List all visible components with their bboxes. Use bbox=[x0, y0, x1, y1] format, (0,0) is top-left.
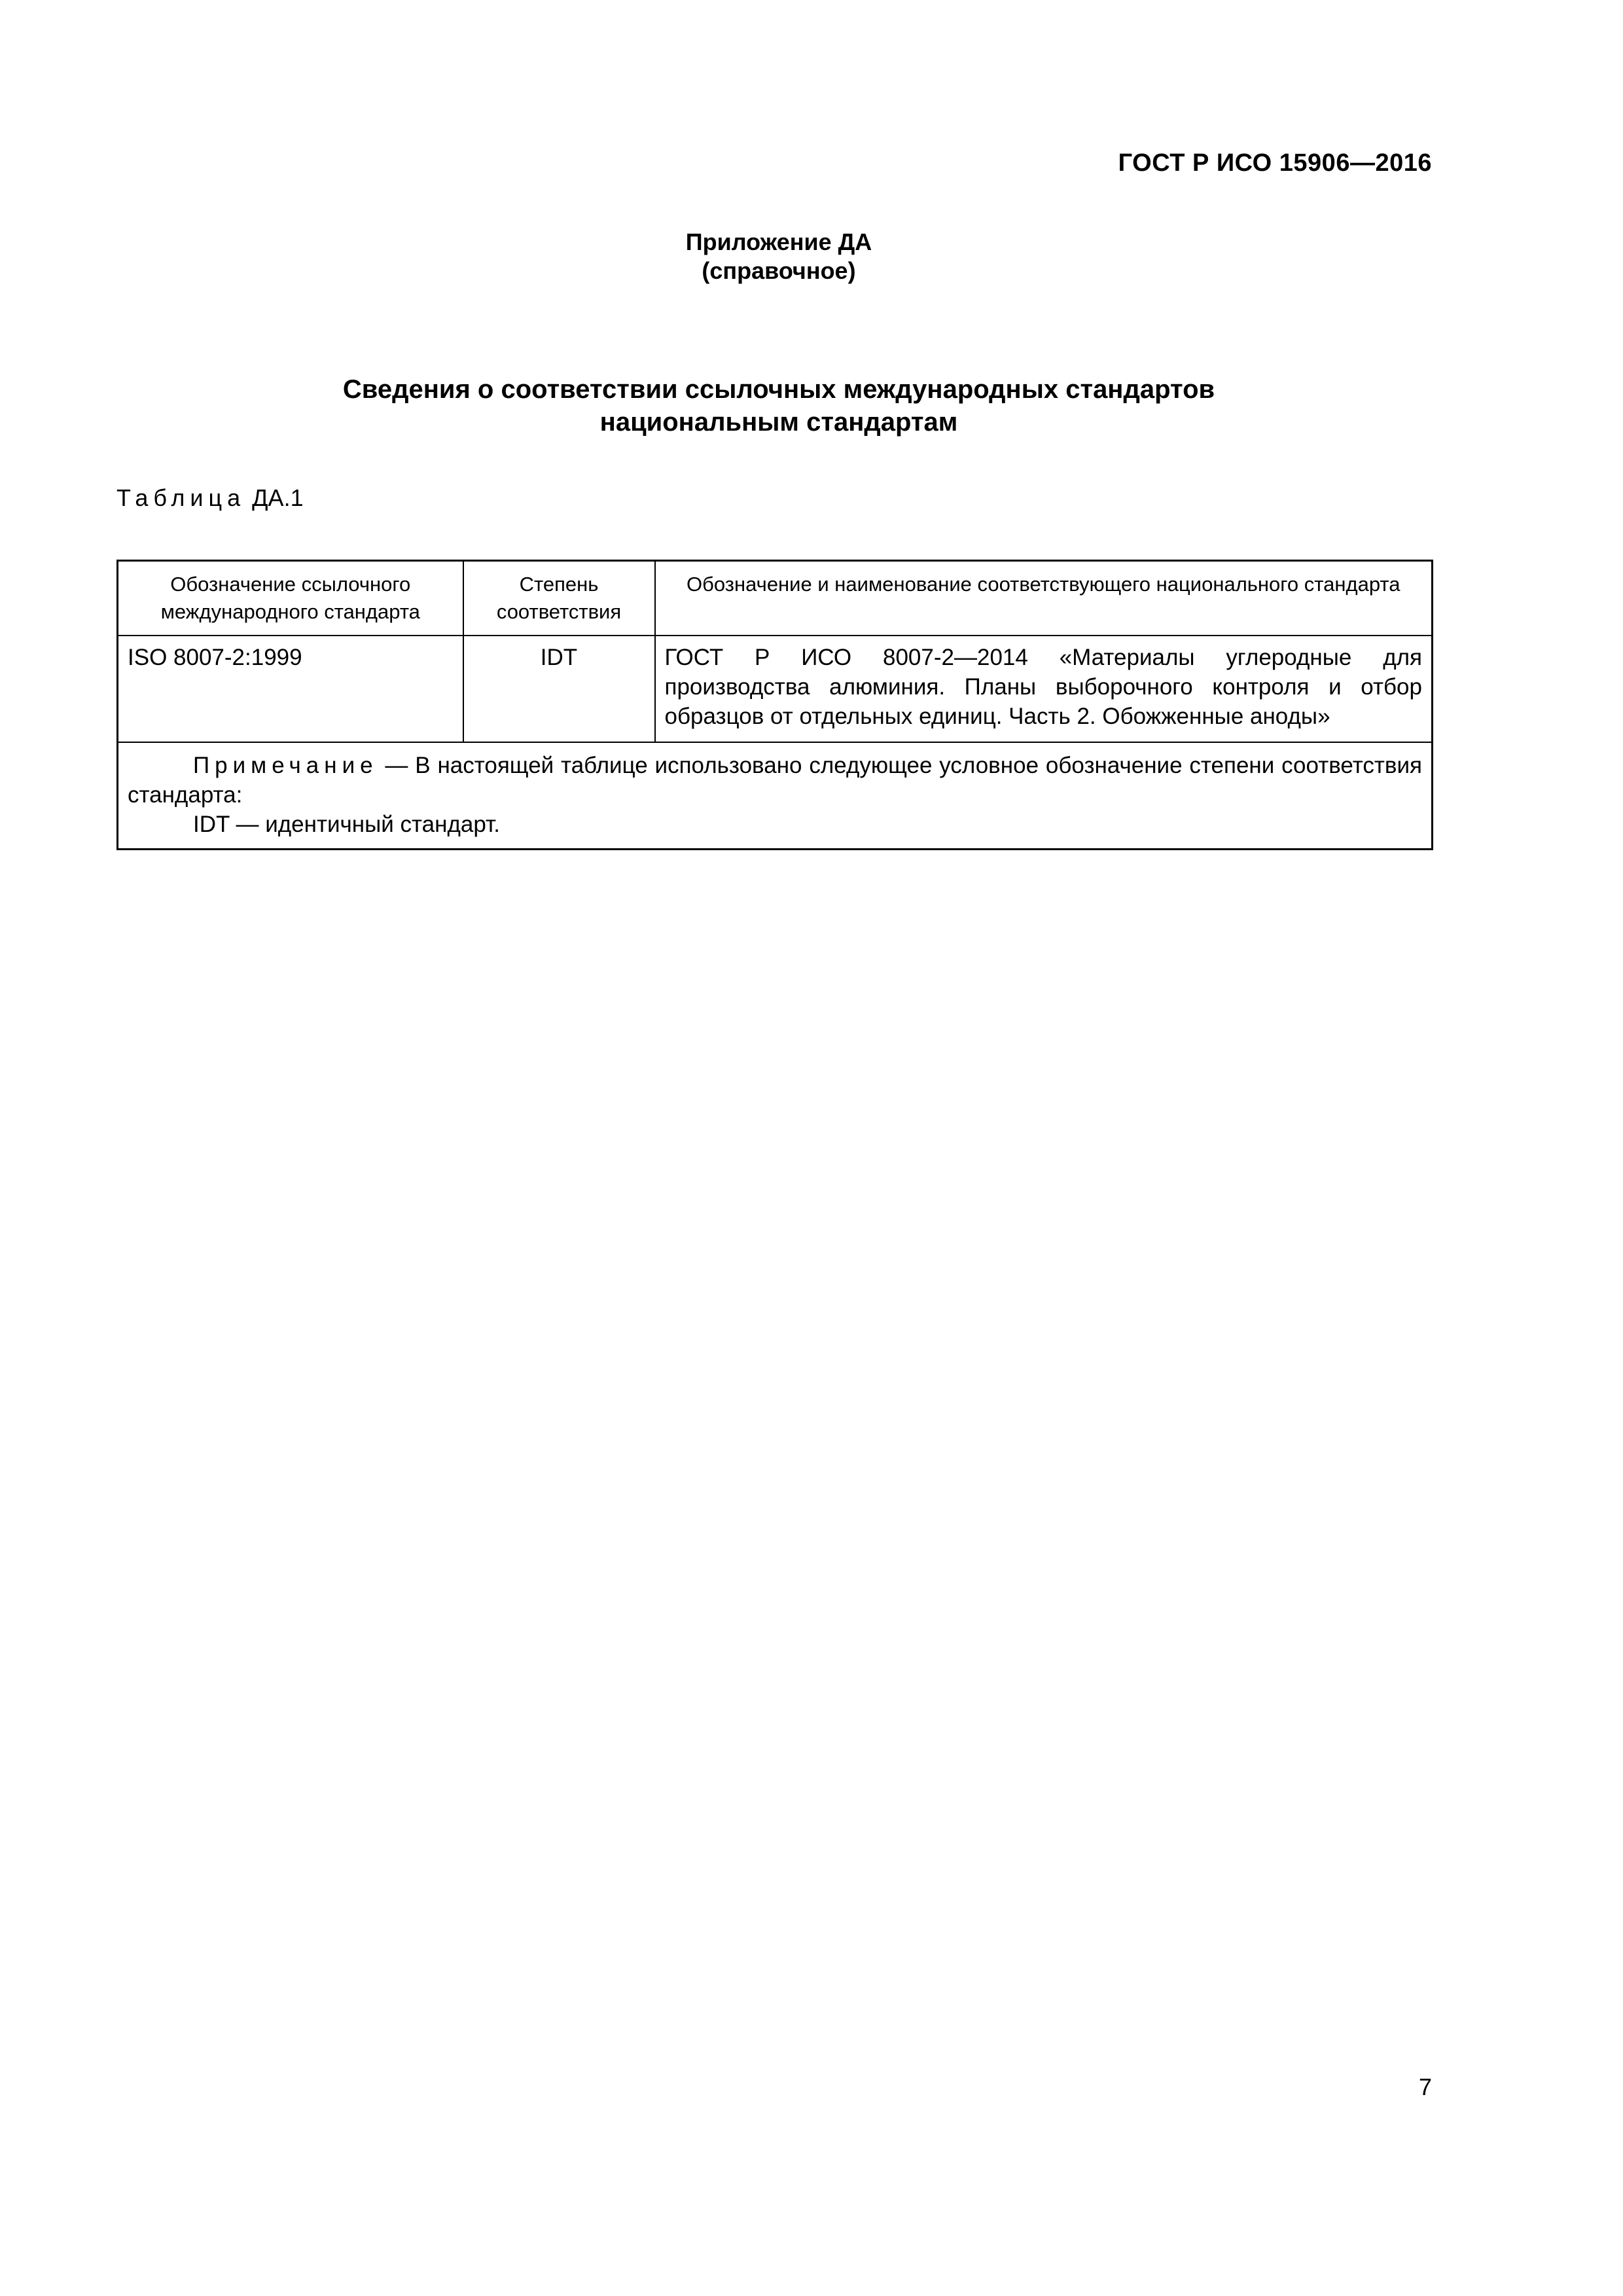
table-label-word: Таблица bbox=[116, 484, 246, 511]
table-note-row bbox=[118, 742, 1433, 850]
table-row bbox=[118, 636, 1433, 742]
note-line1 bbox=[128, 751, 1422, 810]
section-title-line1: Сведения о соответствии ссылочных международных стандартов bbox=[342, 375, 1215, 404]
table-note bbox=[118, 742, 1433, 850]
section-title bbox=[0, 373, 1558, 439]
appendix-heading bbox=[0, 228, 1558, 285]
cell-national-standard: ГОСТ Р ИСО 8007-2—2014 «Материалы углеродные для производства алюминия. Планы выборочного контроля и отбор образцов от отдельных единиц. Часть 2. Обожженные аноды» bbox=[655, 636, 1433, 742]
note-line2: IDT — идентичный стандарт. bbox=[193, 812, 500, 837]
header-national-standard: Обозначение и наименование соответствующего национального стандарта bbox=[655, 561, 1433, 636]
document-code: ГОСТ Р ИСО 15906—2016 bbox=[1118, 149, 1432, 177]
section-title-line2: национальным стандартам bbox=[599, 408, 958, 437]
table-label bbox=[116, 484, 304, 512]
appendix-title: Приложение ДА bbox=[685, 228, 872, 255]
appendix-subtitle: (справочное) bbox=[702, 257, 856, 284]
table-header-row bbox=[118, 561, 1433, 636]
note-text: — В настоящей таблице использовано следующее условное обозначение степени соответствия стандарта: bbox=[128, 753, 1422, 808]
cell-degree: IDT bbox=[463, 636, 655, 742]
table-label-number: ДА.1 bbox=[252, 484, 304, 511]
cell-reference-standard: ISO 8007-2:1999 bbox=[118, 636, 463, 742]
correspondence-table bbox=[116, 560, 1433, 850]
page-number: 7 bbox=[1418, 2073, 1432, 2100]
header-reference-standard: Обозначение ссылочного международного стандарта bbox=[118, 561, 463, 636]
note-label: Примечание bbox=[193, 753, 378, 778]
header-degree: Степень соответствия bbox=[463, 561, 655, 636]
